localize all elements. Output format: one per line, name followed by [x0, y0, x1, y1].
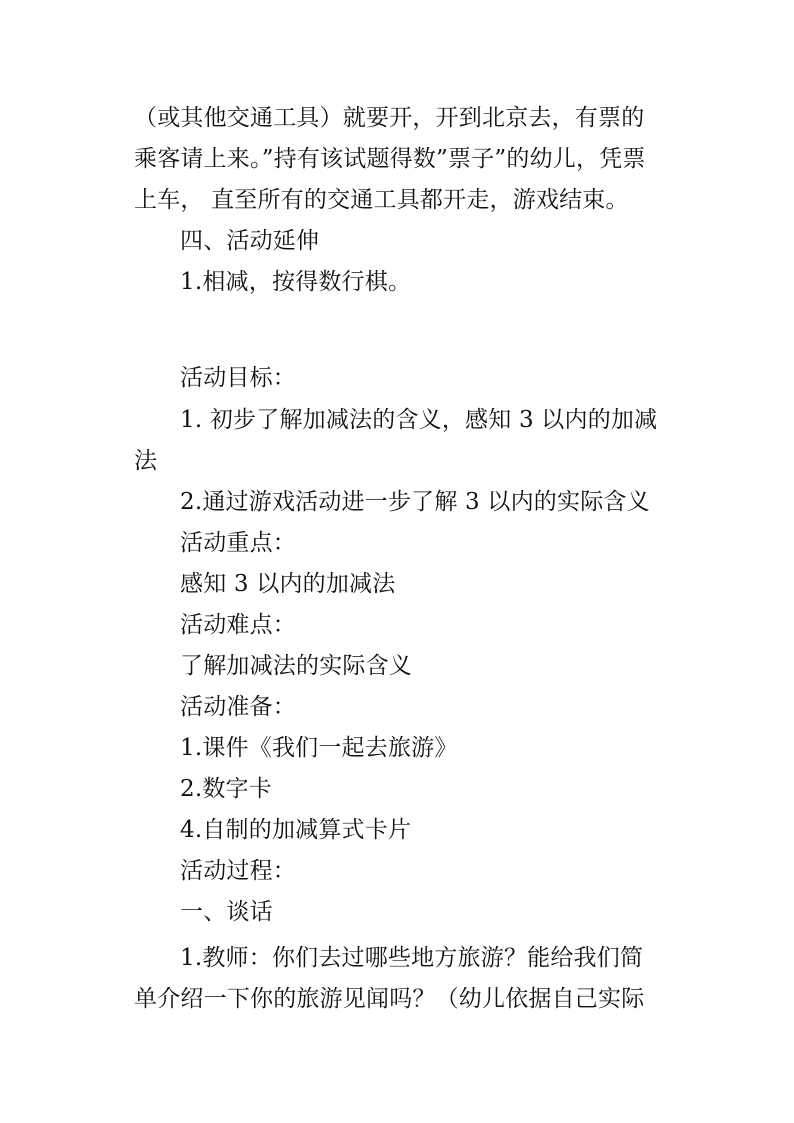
section-heading: 活动重点：	[180, 530, 296, 556]
list-item: 1. 初步了解加减法的含义，感知 3 以内的加减	[180, 407, 658, 433]
list-item: 1.教师：你们去过哪些地方旅游？能给我们简	[180, 945, 644, 971]
paragraph-line: 感知 3 以内的加减法	[180, 571, 396, 597]
paragraph-line: 乘客请上来。”持有该试题得数”票子”的幼儿，凭票	[134, 146, 646, 172]
list-item: 1.相减，按得数行棋。	[180, 269, 412, 295]
paragraph-line: 单介绍一下你的旅游见闻吗？（幼儿依据自己实际	[134, 986, 645, 1012]
list-item: 2.通过游戏活动进一步了解 3 以内的实际含义	[180, 489, 650, 515]
section-heading: 活动准备：	[180, 694, 296, 720]
section-heading: 一、谈话	[180, 899, 273, 925]
list-item: 2.数字卡	[180, 776, 272, 802]
list-item: 1.课件《我们一起去旅游》	[180, 735, 458, 761]
section-heading: 活动难点：	[180, 612, 296, 638]
paragraph-line: 上车， 直至所有的交通工具都开走，游戏结束。	[134, 187, 629, 213]
section-heading: 四、活动延伸	[180, 228, 320, 254]
paragraph-line: （或其他交通工具）就要开，开到北京去，有票的	[134, 105, 645, 131]
paragraph-line: 了解加减法的实际含义	[180, 653, 412, 679]
section-heading: 活动目标：	[180, 365, 296, 391]
paragraph-line: 法	[134, 448, 158, 474]
list-item: 4.自制的加减算式卡片	[180, 817, 412, 843]
section-heading: 活动过程：	[180, 858, 296, 884]
